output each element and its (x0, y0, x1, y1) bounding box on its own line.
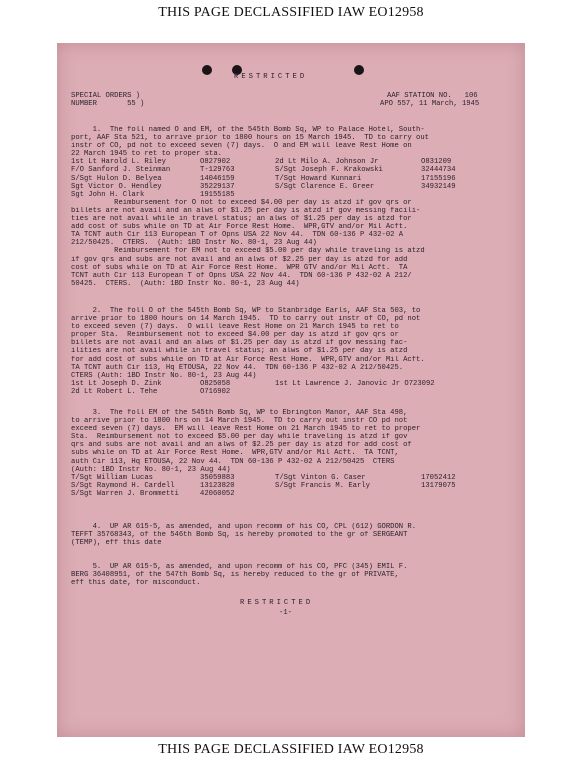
paragraph-line: port, AAF Sta 521, to arrive prior to 1800 hours on 15 March 1945. TD to carry out (71, 134, 429, 143)
paragraph-line: billets are not avail and an alws of $1.25 per day is atzd if gov messing facili- (71, 206, 421, 215)
personnel-row: T/Sgt William Lucas 35059883 T/Sgt Vinton G. Caser 17052412 (71, 473, 456, 482)
paragraph-line: Reimbursement for O not to exceed $4.00 per day is atzd if gov qrs or (71, 198, 412, 207)
personnel-list-1 (71, 158, 513, 198)
paragraph-line: billets are not avail and an alws of $1.25 per day is atzd if gov messing fac- (71, 339, 408, 348)
paragraph-line: add cost of subs while on TD at Air Force Rest Home. WPR,GTV and/or Mil Acft. (71, 223, 408, 232)
paragraph-line: TCNT auth Cir 113 European T of Opns USA 22 Nov 44. TDN 60-136 P 432-02 A 212/ (71, 271, 412, 280)
paragraph-line: 1. The foll named O and EM, of the 545th Bomb Sq, WP to Palace Hotel, South- (71, 126, 425, 134)
paragraph-5 (71, 563, 513, 587)
paragraph-line: TA TCNT auth Cir 113 European T of Opns USA 22 Nov 44. TDN 60-136 P 432-02 A (71, 231, 404, 240)
personnel-row: 2d Lt Robert L. Tehe O716902 (71, 387, 231, 396)
station-line2: APO 557, 11 March, 1945 (380, 100, 480, 108)
paragraph-line: CTERS (Auth: 1BD Instr No. 80-1, 23 Aug 44) (71, 371, 257, 380)
classification-bottom: RESTRICTED (240, 599, 314, 607)
paragraph-line: 22 March 1945 to ret to proper sta. (71, 150, 222, 159)
paragraph-line: 3. The foll EM of the 545th Bomb Sq, WP to Ebrington Manor, AAF Sta 498, (71, 409, 408, 417)
personnel-row: S/Sgt Warren J. Brommetti 42060052 (71, 489, 235, 498)
station-line1: AAF STATION NO. 106 (387, 92, 478, 100)
paragraph-line: if gov qrs and subs are not avail and an alws of $2.25 per day is atzd for add (71, 255, 408, 264)
paragraph-line: (Auth: 1BD Instr No. 80-1, 23 Aug 44) (71, 465, 231, 474)
paragraph-line: ties are not avail while in travel status; an alws of $1.25 per day is atzd for (71, 215, 412, 224)
paragraph-line: arrive prior to 1800 hours on 14 March 1945. TD to carry out instr of CO, pd not (71, 315, 421, 324)
personnel-row: 1st Lt Joseph D. Zink O825058 1st Lt Lawrence J. Janovic Jr O723092 (71, 379, 435, 388)
personnel-row: F/O Sanford J. Steinman T-129763 S/Sgt Joseph F. Krakowski 32444734 (71, 166, 456, 175)
personnel-row: 1st Lt Harold L. Riley O827902 2d Lt Milo A. Johnson Jr O831209 (71, 158, 452, 167)
page-number: -1- (279, 609, 292, 617)
paragraph-line: to exceed seven (7) days. O will leave Rest Home on 21 March 1945 to ret to (71, 323, 399, 332)
paragraph-line: (TEMP), eff this date (71, 539, 162, 548)
personnel-row: S/Sgt Raymond H. Cardell 13123820 S/Sgt Francis M. Early 13179075 (71, 481, 456, 490)
personnel-row: Sgt John H. Clark 19155185 (71, 190, 235, 199)
paragraph-line: eff this date, for misconduct. (71, 579, 201, 588)
declassified-banner-bottom: THIS PAGE DECLASSIFIED IAW EO12958 (158, 742, 424, 757)
document-page (57, 43, 525, 737)
paragraph-line: auth Cir 113, Hq ETOUSA, 22 Nov 44. TDN 60-136 P 432-02 A 212/50425 CTERS (71, 457, 395, 466)
paragraph-line: cost of subs while on TD at Air Force Rest Home. WPR GTV and/or Mil Acft. TA (71, 263, 408, 272)
paragraph-line: Reimbursement for EM not to exceed $5.00 per day while traveling is atzd (71, 247, 425, 256)
paragraph-line: for add cost of subs while on TD at Air Force Rest Home. WPR,GTV and/or Mil Acft. (71, 355, 425, 364)
paragraph-line: Sta. Reimbursement not to exceed $5.00 per day while traveling is atzd if gov (71, 433, 408, 442)
paragraph-line: to arrive prior to 1800 hrs on 14 March 1945. TD to carry out instr CO pd not (71, 417, 408, 426)
personnel-row: Sgt Victor O. Hendley 35229137 S/Sgt Clarence E. Greer 34932149 (71, 182, 456, 191)
paragraph-line: 212/50425. CTERS. (Auth: 1BD Instr No. 80-1, 23 Aug 44) (71, 239, 317, 248)
paragraph-line: qrs and subs are not avail and an alws of $2.25 per day is atzd for add cost of (71, 441, 412, 450)
paragraph-line: 2. The foll O of the 545th Bomb Sq, WP to Stanbridge Earls, AAF Sta 503, to (71, 307, 421, 315)
paragraph-line: subs while on TD at Air Force Rest Home. WPR,GTV and/or Mil Acft. TA TCNT, (71, 449, 399, 458)
orders-label-line2: NUMBER 55 ) (71, 100, 145, 108)
paragraph-line: 50425. CTERS. (Auth: 1BD Instr No. 80-1, 23 Aug 44) (71, 279, 300, 288)
paragraph-line: exceed seven (7) days. EM will leave Rest Home on 21 March 1945 to ret to proper (71, 425, 421, 434)
personnel-list-3 (71, 474, 513, 498)
paragraph-line: BERG 36408951, of the 547th Bomb Sq, is hereby reduced to the gr of PRIVATE, (71, 571, 399, 580)
paragraph-line: 5. UP AR 615-5, as amended, and upon recomm of his CO, PFC (345) EMIL F. (71, 563, 408, 571)
paragraph-line: 4. UP AR 615-5, as amended, and upon recomm of his CO, CPL (612) GORDON R. (71, 523, 417, 531)
paragraph-line: TA TCNT auth Cir 113, Hq ETOUSA, 22 Nov 44. TDN 60-136 P 432-02 A 212/50425. (71, 363, 404, 372)
paragraph-line: proper Sta. Reimbursement not to exceed $4.00 per day is atzd if gov qrs or (71, 331, 399, 340)
paragraph-1 (71, 126, 513, 288)
personnel-row: S/Sgt Hulon D. Belyea 14046159 T/Sgt Howard Kunnari 17155196 (71, 174, 456, 183)
orders-label-line1: SPECIAL ORDERS ) (71, 92, 141, 100)
paragraph-4 (71, 523, 513, 547)
punch-hole-icon (354, 65, 364, 75)
paragraph-line: instr of CO, pd not to exceed seven (7) days. O and EM will leave Rest Home on (71, 142, 412, 151)
paragraph-2 (71, 307, 513, 396)
paragraph-line: ilities are not avail while in travel status; an alws of $1.25 per day is atzd (71, 347, 408, 356)
punch-hole-icon (202, 65, 212, 75)
paragraph-3 (71, 409, 513, 498)
classification-top: RESTRICTED (234, 73, 308, 81)
declassified-banner-top: THIS PAGE DECLASSIFIED IAW EO12958 (158, 5, 424, 20)
special-orders-document (57, 43, 525, 737)
paragraph-line: TEFFT 35768343, of the 546th Bomb Sq, is hereby promoted to the gr of SERGEANT (71, 531, 408, 540)
personnel-list-2 (71, 380, 513, 396)
